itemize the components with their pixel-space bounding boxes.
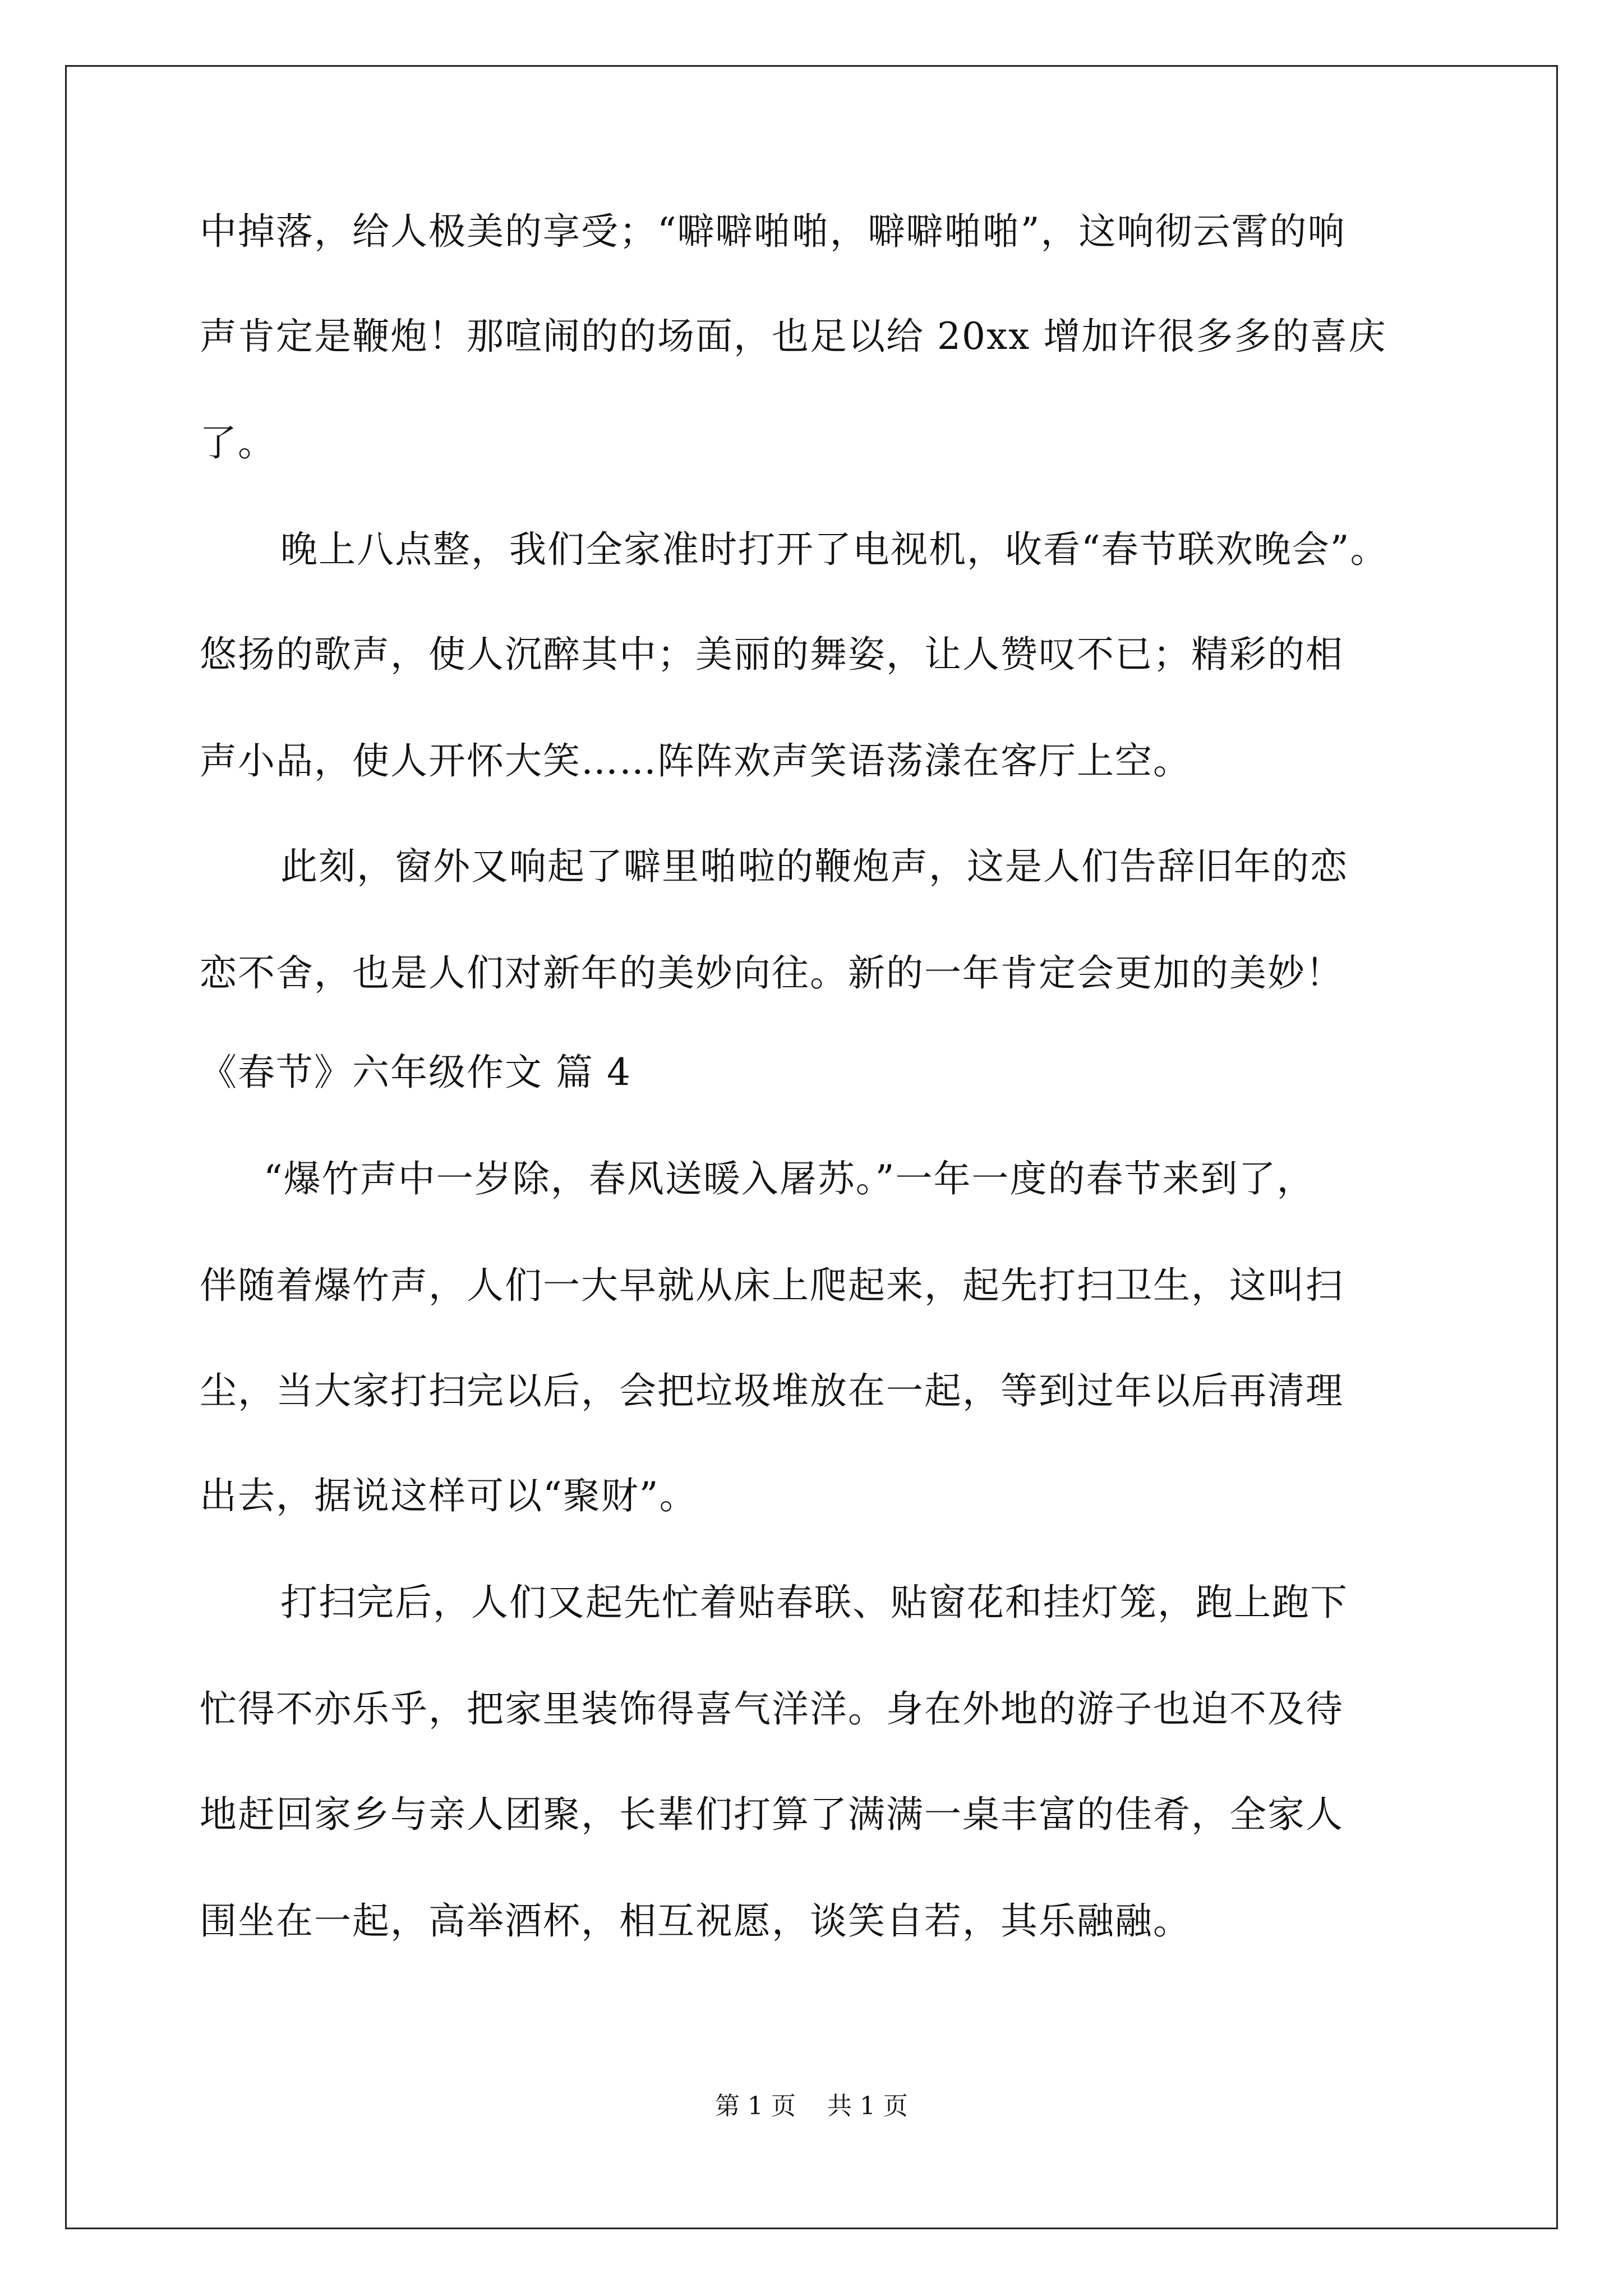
text-line-17: 围坐在一起，高举酒杯，相互祝愿，谈笑自若，其乐融融。 <box>200 1899 1191 1943</box>
text-line-13: 出去，据说这样可以“聚财”。 <box>200 1474 698 1517</box>
text-line-16: 地赶回家乡与亲人团聚，长辈们打算了满满一桌丰富的佳肴，全家人 <box>200 1793 1344 1836</box>
text-line-14: 打扫完后，人们又起先忙着贴春联、贴窗花和挂灯笼，跑上跑下 <box>280 1581 1348 1624</box>
text-line-7: 此刻，窗外又响起了噼里啪啦的鞭炮声，这是人们告辞旧年的恋 <box>280 845 1348 888</box>
text-line-3: 了。 <box>200 421 276 464</box>
text-line-5: 悠扬的歌声，使人沉醉其中；美丽的舞姿，让人赞叹不已；精彩的相 <box>200 633 1344 676</box>
text-line-2: 声肯定是鞭炮！那喧闹的的场面，也足以给 20xx 增加许很多多的喜庆 <box>200 315 1387 358</box>
text-line-4: 晚上八点整，我们全家准时打开了电视机，收看“春节联欢晚会”。 <box>280 528 1389 571</box>
text-line-11: 伴随着爆竹声，人们一大早就从床上爬起来，起先打扫卫生，这叫扫 <box>200 1264 1344 1307</box>
text-line-12: 尘，当大家打扫完以后，会把垃圾堆放在一起，等到过年以后再清理 <box>200 1369 1344 1412</box>
text-line-6: 声小品，使人开怀大笑……阵阵欢声笑语荡漾在客厅上空。 <box>200 739 1191 783</box>
text-line-10: “爆竹声中一岁除，春风送暖入屠苏。”一年一度的春节来到了， <box>264 1157 1315 1200</box>
page-footer: 第 1 页 共 1 页 <box>715 2092 908 2120</box>
text-line-15: 忙得不亦乐乎，把家里装饰得喜气洋洋。身在外地的游子也迫不及待 <box>200 1687 1344 1731</box>
text-line-1: 中掉落，给人极美的享受；“噼噼啪啪，噼噼啪啪”，这响彻云霄的响 <box>200 210 1346 253</box>
text-line-8: 恋不舍，也是人们对新年的美妙向往。新的一年肯定会更加的美妙！ <box>200 951 1344 995</box>
section-heading: 《春节》六年级作文 篇 4 <box>200 1051 631 1094</box>
